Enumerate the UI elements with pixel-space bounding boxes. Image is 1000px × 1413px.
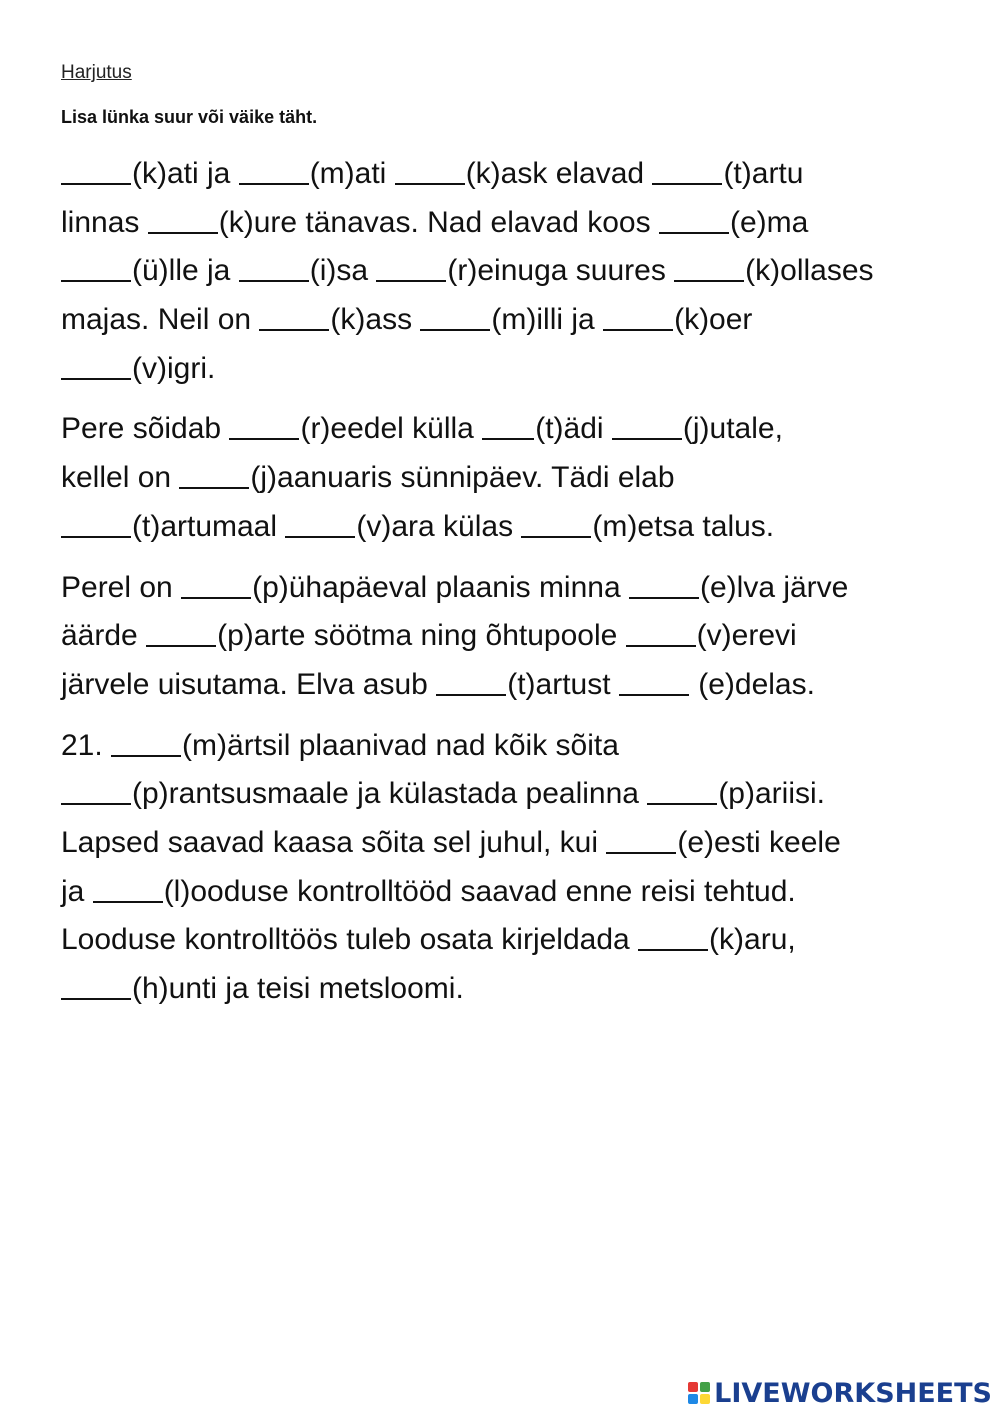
text-segment: (p)rantsusmaale ja külastada pealinna (132, 777, 648, 811)
blank-answer-field[interactable] (61, 970, 131, 1000)
exercise-instruction: Lisa lünka suur või väike täht. (61, 107, 318, 127)
text-line (61, 564, 961, 613)
text-segment: (m)etsa talus. (592, 509, 775, 543)
text-segment: (p)ühapäeval plaanis minna (252, 570, 629, 604)
text-line (61, 345, 961, 394)
text-segment: (m)ati (309, 157, 395, 190)
exercise-heading: Harjutus (61, 62, 132, 83)
blank-answer-field[interactable] (179, 459, 249, 489)
blank-answer-field[interactable] (482, 410, 534, 440)
paragraph-3 (61, 564, 961, 710)
blank-answer-field[interactable] (229, 410, 299, 440)
text-segment: (ü)lle ja (132, 254, 239, 288)
text-segment: (r)einuga suures (447, 254, 675, 288)
text-segment: Lapsed saavad kaasa sõita sel juhul, kui (61, 825, 607, 859)
blank-answer-field[interactable] (181, 569, 251, 599)
logo-squares-icon (688, 1382, 710, 1404)
blank-answer-field[interactable] (420, 301, 490, 331)
text-segment: (k)aru, (709, 923, 796, 957)
blank-answer-field[interactable] (619, 666, 689, 696)
paragraph-4 (61, 722, 961, 1014)
text-segment: (i)sa (309, 254, 377, 288)
text-line (61, 247, 961, 296)
text-segment: (k)ati ja (132, 157, 239, 190)
text-line (61, 770, 961, 819)
text-segment: kellel on (61, 461, 180, 495)
text-segment: ja (61, 874, 93, 908)
blank-answer-field[interactable] (61, 508, 131, 538)
blank-answer-field[interactable] (376, 252, 446, 282)
text-segment: (t)artust (507, 667, 619, 701)
text-line (61, 661, 961, 710)
blank-answer-field[interactable] (61, 775, 131, 805)
blank-answer-field[interactable] (674, 252, 744, 282)
blank-answer-field[interactable] (638, 921, 708, 951)
blank-answer-field[interactable] (521, 508, 591, 538)
blank-answer-field[interactable] (146, 617, 216, 647)
text-segment: (k)oer (674, 303, 753, 337)
blank-answer-field[interactable] (285, 508, 355, 538)
text-segment: (e)ma (729, 205, 809, 239)
blank-answer-field[interactable] (629, 569, 699, 599)
text-segment: (m)illi ja (491, 303, 604, 337)
text-line (61, 503, 961, 552)
text-segment: (r)eedel külla (300, 412, 483, 446)
blank-answer-field[interactable] (603, 301, 673, 331)
logo-square (700, 1382, 710, 1392)
paragraph-2 (61, 405, 961, 551)
text-segment: (k)ure tänavas. Nad elavad koos (218, 205, 659, 239)
blank-answer-field[interactable] (659, 204, 729, 234)
text-line (61, 296, 961, 345)
text-line (61, 965, 961, 1014)
text-segment: majas. Neil on (61, 303, 260, 337)
text-segment: (e)lva järve (699, 570, 849, 604)
text-segment: (p)ariisi. (718, 777, 825, 811)
blank-answer-field[interactable] (259, 301, 329, 331)
blank-answer-field[interactable] (626, 617, 696, 647)
text-segment: (k)ass (330, 303, 421, 337)
paragraph-1 (61, 150, 961, 393)
text-segment: äärde (61, 619, 147, 653)
text-segment: järvele uisutama. Elva asub (61, 667, 437, 701)
logo-text: LIVEWORKSHEETS (714, 1377, 992, 1409)
text-line (61, 819, 961, 868)
text-segment: linnas (61, 205, 148, 239)
blank-answer-field[interactable] (652, 155, 722, 185)
text-segment: Pere sõidab (61, 412, 230, 446)
blank-answer-field[interactable] (111, 727, 181, 757)
blank-answer-field[interactable] (148, 204, 218, 234)
text-line (61, 868, 961, 917)
blank-answer-field[interactable] (647, 775, 717, 805)
text-segment: (t)ädi (535, 412, 612, 446)
text-segment: (k)ask elavad (465, 157, 653, 190)
text-segment: (j)utale, (682, 412, 783, 446)
text-segment: (v)erevi (696, 619, 797, 653)
text-segment: (j)aanuaris sünnipäev. Tädi elab (250, 461, 675, 495)
logo-square (688, 1394, 698, 1404)
blank-answer-field[interactable] (61, 252, 131, 282)
blank-answer-field[interactable] (436, 666, 506, 696)
text-segment: (p)arte söötma ning õhtupoole (217, 619, 626, 653)
text-segment: (t)artumaal (132, 509, 286, 543)
text-segment: (t)artu (723, 157, 804, 190)
logo-square (688, 1382, 698, 1392)
text-line (61, 612, 961, 661)
blank-answer-field[interactable] (93, 873, 163, 903)
blank-answer-field[interactable] (606, 824, 676, 854)
text-line (61, 199, 961, 248)
text-segment: (h)unti ja teisi metsloomi. (132, 972, 464, 1005)
text-segment: (l)ooduse kontrolltööd saavad enne reisi tehtud. (163, 874, 796, 908)
text-line (61, 722, 961, 771)
text-segment: (m)ärtsil plaanivad nad kõik sõita (182, 728, 619, 762)
text-line (61, 150, 961, 199)
text-segment: Looduse kontrolltöös tuleb osata kirjeldada (61, 923, 639, 957)
blank-answer-field[interactable] (239, 252, 309, 282)
exercise-body (61, 150, 961, 1026)
text-line (61, 916, 961, 965)
liveworksheets-logo (688, 1378, 992, 1408)
blank-answer-field[interactable] (61, 155, 131, 185)
logo-square (700, 1394, 710, 1404)
text-segment: (v)ara külas (356, 509, 522, 543)
text-segment: 21. (61, 728, 112, 762)
text-line (61, 405, 961, 454)
text-line (61, 454, 961, 503)
blank-answer-field[interactable] (61, 350, 131, 380)
blank-answer-field[interactable] (395, 155, 465, 185)
text-segment: (e)esti keele (677, 825, 841, 859)
blank-answer-field[interactable] (239, 155, 309, 185)
text-segment: (k)ollases (745, 254, 874, 288)
text-segment: (e)delas. (689, 667, 815, 701)
text-segment: Perel on (61, 570, 182, 604)
blank-answer-field[interactable] (612, 410, 682, 440)
text-segment: (v)igri. (132, 351, 216, 385)
